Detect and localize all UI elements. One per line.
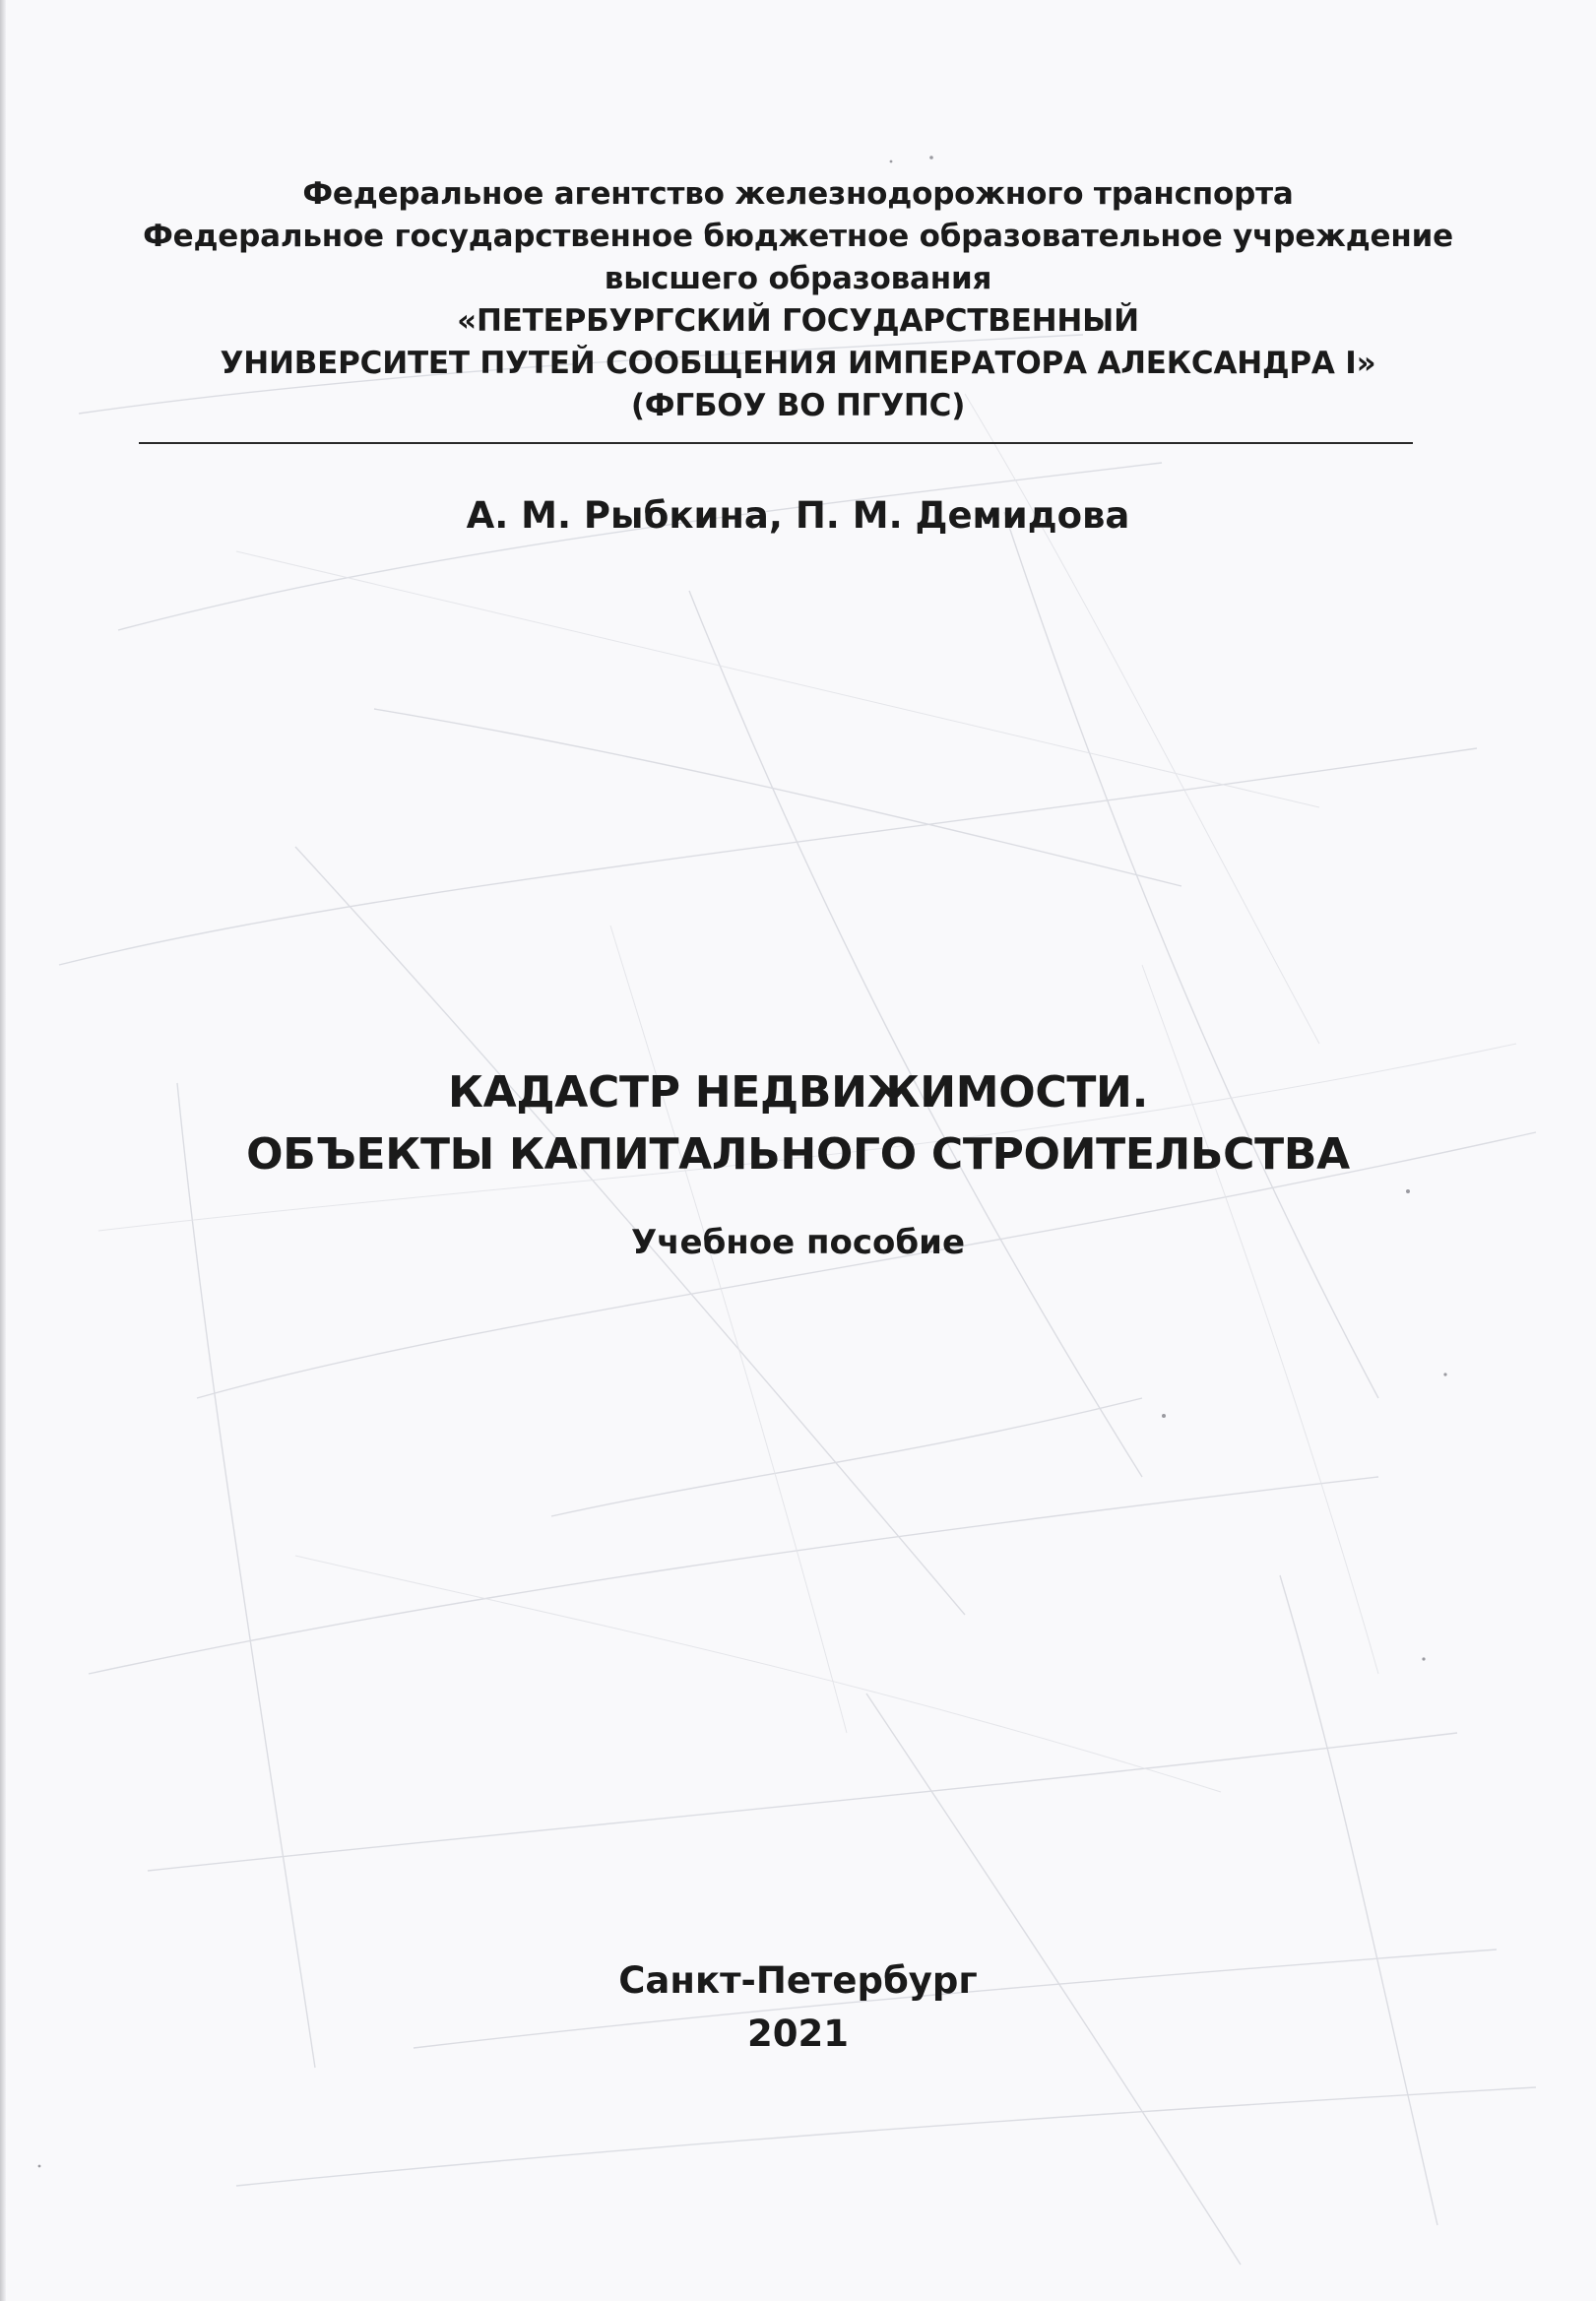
header-line: УНИВЕРСИТЕТ ПУТЕЙ СООБЩЕНИЯ ИМПЕРАТОРА АЛЕКСАНДРА I»	[220, 346, 1376, 381]
header-line: Федеральное государственное бюджетное образовательное учреждение	[143, 219, 1453, 254]
header-line: (ФГБОУ ВО ПГУПС)	[630, 388, 966, 423]
institution-header	[0, 173, 1596, 427]
publication-city: Санкт-Петербург	[618, 1959, 978, 2002]
authors: А. М. Рыбкина, П. М. Демидова	[466, 494, 1130, 537]
book-title-line: ОБЪЕКТЫ КАПИТАЛЬНОГО СТРОИТЕЛЬСТВА	[246, 1129, 1350, 1180]
book-title-line: КАДАСТР НЕДВИЖИМОСТИ.	[448, 1067, 1148, 1118]
header-divider	[139, 442, 1413, 444]
book-title	[0, 1061, 1596, 1185]
publication-year: 2021	[747, 2013, 849, 2055]
header-line: Федеральное агентство железнодорожного транспорта	[302, 176, 1294, 212]
header-line: высшего образования	[604, 261, 992, 296]
header-line: «ПЕТЕРБУРГСКИЙ ГОСУДАРСТВЕННЫЙ	[457, 303, 1139, 339]
book-subtitle: Учебное пособие	[630, 1223, 966, 1262]
publication-info	[0, 1954, 1596, 2061]
